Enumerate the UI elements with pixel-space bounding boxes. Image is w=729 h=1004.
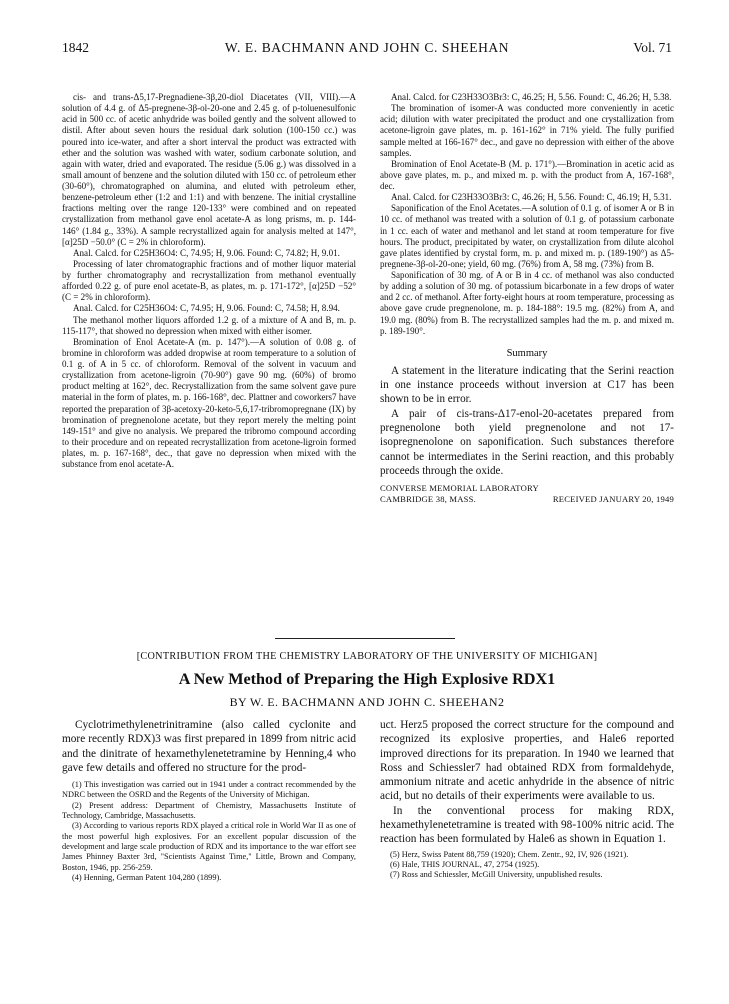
- experimental-left-column: [62, 92, 356, 470]
- laboratory-name: CONVERSE MEMORIAL LABORATORY: [380, 483, 539, 494]
- received-date: RECEIVED JANUARY 20, 1949: [552, 494, 674, 505]
- paragraph-saponification-bicarbonate: Saponification of 30 mg. of A or B in 4 cc. of methanol was also conducted by adding a solution of 30 mg. of potassium bicarbonate in a few drops of water and 2 cc. of methanol. After forty-eight hours at room temperature, processing as above gave crude pregnenolone, m. p. 184-188°: 19.5 mg. (82%) from A, and 19.0 mg. (80%) from B. The recrystallized samples had the m. p. and mixed m. p. 189-190°.: [380, 270, 674, 336]
- footnote: (3) According to various reports RDX played a critical role in World War II as one of the most powerful high explosives. For an excellent popular discussion of the development and large scale production of RDX and its importance to the war effort see James Phinney Baxter 3rd, "Scientists Against Time," Little, Brown and Company, Boston, 1946, pp. 256-259.: [62, 821, 356, 872]
- paragraph-bromination-a: Bromination of Enol Acetate-A (m. p. 147°).—A solution of 0.08 g. of bromine in chloroform was added dropwise at room temperature to a solution of 0.1 g. of A in 5 cc. of chloroform. Removal of the solvent in vacuum and crystallization from acetone-ligroin (70-90°) gave 90 mg. (60%) of bromo product melting at 162°, dec. Recrystallization from the same solvent gave pure material in the form of plates, m. p. 166-168°, dec. Plattner and coworkers7 have reported the preparation of 3β-acetoxy-20-keto-5,6,17-tribromopregnane (IX) by bromination of pregnenolone acetate, but they report merely the melting point 149-151° and give no analysis. We prepared the tribromo compound according to their procedure and on repeated recrystallization from acetone-ligroin formed plates, m. p. 167-168°, dec., that gave no depression when mixed with the substance from enol acetate-A.: [62, 336, 356, 470]
- analysis-line: Anal. Calcd. for C23H33O3Br3: C, 46.25; H, 5.56. Found: C, 46.26; H, 5.38.: [391, 92, 672, 102]
- paragraph-saponification: Saponification of the Enol Acetates.—A solution of 0.1 g. of isomer A or B in 10 cc. of methanol was treated with a solution of 0.1 g. of potassium carbonate in 1 cc. each of water and methanol and let stand at room temperature for five hours. The product, precipitated by water, on crystallization from dilute alcohol gave plates identified by crystal form, m. p. and mixed m. p. (189-190°) as Δ5-pregnene-3β-ol-20-one; yield, 60 mg. (76%) from A, 58 mg. (73%) from B.: [380, 203, 674, 269]
- summary-section: [380, 348, 674, 506]
- footnote: (5) Herz, Swiss Patent 88,759 (1920); Chem. Zentr., 92, IV, 926 (1921).: [390, 849, 629, 859]
- footnotes-right: [380, 850, 674, 881]
- laboratory-city: CAMBRIDGE 38, MASS.: [380, 494, 476, 505]
- contribution-line: [CONTRIBUTION FROM THE CHEMISTRY LABORATORY OF THE UNIVERSITY OF MICHIGAN]: [136, 651, 598, 662]
- paragraph-mother-liquors: The methanol mother liquors afforded 1.2 g. of a mixture of A and B, m. p. 115-117°, that showed no depression when mixed with either isomer.: [62, 314, 356, 336]
- paragraph-enol-acetate-b: Processing of later chromatographic fractions and of mother liquor material by further chromatography and recrystallization from methanol eventually afforded 0.22 g. of pure enol acetate-B, as plates, m. p. 171-172°, [α]25D −52° (C = 2% in chloroform).: [62, 258, 356, 303]
- paragraph-diacetates: cis- and trans-Δ5,17-Pregnadiene-3β,20-diol Diacetates (VII, VIII).—A solution of 4.4 g. of Δ5-pregnene-3β-ol-20-one and 2.45 g. of p-toluenesulfonic acid in 500 cc. of acetic anhydride was boiled gently and the solvent allowed to distil. After about seven hours the residual dark solution (100-150 cc.) was poured into ice-water, and after a short interval the product was extracted with ether and the solution was washed with water, sodium carbonate solution, and again with water, dried and evaporated. The residue (5.06 g.) was dissolved in a small amount of benzene and the solution diluted with 150 cc. of petroleum ether (30-60°), chromatographed on alumina, and eluted with petroleum ether, benzene-petroleum ether (1:2 and 1:1) and with benzene. The initial crystalline fractions melting over the range 120-133° were combined and on repeated crystallization from methanol gave enol acetate-A as long prisms, m. p. 144-146° (1.84 g., 33%). A sample recrystallized again for analysis melted at 147°, [α]25D −50.0° (C = 2% in chloroform).: [62, 92, 356, 247]
- article-paragraph: uct. Herz5 proposed the correct structure for the compound and recognized its explosive properties, and Hale6 reported improved directions for its preparation. In 1940 we learned that Ross and Schiessler7 had obtained RDX from formaldehyde, ammonium nitrate and acetic anhydride in the absence of nitric acid, but no details of their experiments were available to us.: [380, 719, 674, 803]
- analysis-line: Anal. Calcd. for C25H36O4: C, 74.95; H, 9.06. Found: C, 74.58; H, 8.94.: [73, 303, 340, 314]
- article-left-column: [62, 718, 356, 883]
- article-byline: BY W. E. BACHMANN AND JOHN C. SHEEHAN2: [229, 695, 505, 709]
- running-header: [62, 40, 672, 60]
- article-right-column: [380, 718, 674, 881]
- experimental-right-column: [380, 92, 674, 505]
- volume-label: Vol. 71: [633, 40, 672, 55]
- page-number: 1842: [62, 40, 89, 55]
- summary-heading: Summary: [506, 347, 548, 359]
- article-intro-paragraph: Cyclotrimethylenetrinitramine (also called cyclonite and more recently RDX)3 was first prepared in 1899 from nitric acid and the dinitrate of hexamethylenetetramine by Henning,4 who gave few details and offered no structure for the prod-: [62, 719, 356, 774]
- paragraph-bromination-acetic: The bromination of isomer-A was conducted more conveniently in acetic acid; dilution with water precipitated the product and one crystallization from acetone-ligroin gave plates, m. p. 161-162° in 71% yield. The fully purified sample melted at 166-167° dec., and gave no depression with either of the above samples.: [380, 103, 674, 158]
- laboratory-address: [380, 483, 674, 505]
- footnote: (2) Present address: Department of Chemistry, Massachusetts Institute of Technology, Cambridge, Massachusetts.: [62, 800, 356, 821]
- analysis-line: Anal. Calcd. for C25H36O4: C, 74.95; H, 9.06. Found: C, 74.82; H, 9.01.: [73, 247, 340, 258]
- footnote: (6) Hale, THIS JOURNAL, 47, 2754 (1925).: [390, 859, 540, 869]
- summary-paragraph: A pair of cis-trans-Δ17-enol-20-acetates prepared from pregnenolone both yield pregnenolone and not 17-isopregnenolone on saponification. Such substances therefore cannot be intermediates in the Serini reaction, and this probably proceeds through the oxide.: [380, 407, 674, 477]
- section-divider: [275, 638, 455, 639]
- footnote: (4) Henning, German Patent 104,280 (1899).: [72, 872, 222, 882]
- analysis-line: Anal. Calcd. for C23H33O3Br3: C, 46.26; H, 5.56. Found: C, 46.19; H, 5.31.: [391, 192, 672, 203]
- article-paragraph: In the conventional process for making RDX, hexamethylenetetramine is treated with 98-100% nitric acid. The reaction has been formulated by Hale6 as shown in Equation 1.: [380, 804, 674, 846]
- running-authors: W. E. BACHMANN AND JOHN C. SHEEHAN: [224, 40, 510, 55]
- paragraph-bromination-b: Bromination of Enol Acetate-B (M. p. 171°).—Bromination in acetic acid as above gave plates, m. p., and mixed m. p. with the product from A, 167-168°, dec.: [380, 158, 674, 191]
- summary-paragraph: A statement in the literature indicating that the Serini reaction in one instance proceeds without inversion at C17 has been shown to be in error.: [380, 364, 674, 406]
- footnote: (7) Ross and Schiessler, McGill University, unpublished results.: [390, 870, 603, 880]
- article-title: A New Method of Preparing the High Explosive RDX1: [178, 670, 556, 688]
- footnotes-left: [62, 780, 356, 883]
- footnote: (1) This investigation was carried out in 1941 under a contract recommended by the NDRC between the OSRD and the Regents of the University of Michigan.: [62, 780, 356, 800]
